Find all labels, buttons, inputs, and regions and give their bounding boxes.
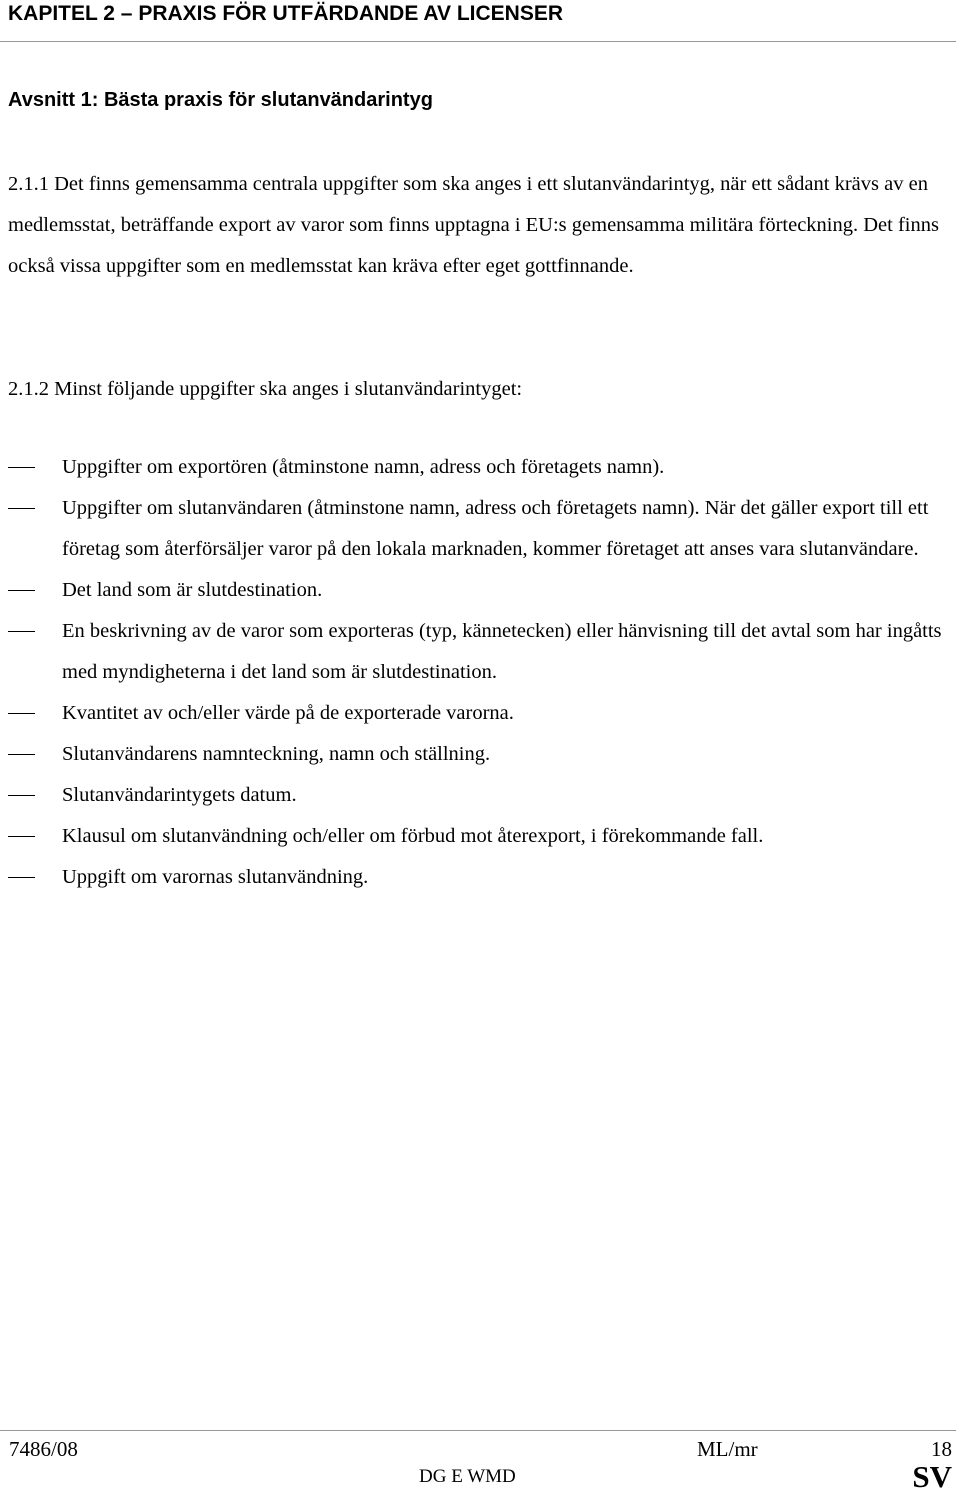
dash-bullet-icon	[8, 590, 35, 591]
paragraph-2-1-1: 2.1.1 Det finns gemensamma centrala uppgifter som ska anges i ett slutanvändarintyg, när ett sådant krävs av en medlemsstat, beträffande export av varor som finns upptagna i EU:s gemensamma militära förteckning. Det finns också vissa uppgifter som en medlemsstat kan kräva efter eget gottfinnande.	[8, 173, 939, 277]
list-item-text: Klausul om slutanvändning och/eller om förbud mot återexport, i förekommande fall.	[62, 825, 764, 847]
list-item	[8, 570, 953, 611]
dash-bullet-icon	[8, 877, 35, 878]
page-number: 18	[931, 1437, 952, 1461]
document-reference: 7486/08	[9, 1437, 78, 1461]
list-item-text: Uppgifter om slutanvändaren (åtminstone namn, adress och företagets namn). När det gäller export till ett företag som återförsäljer varor på den lokala marknaden, kommer företaget att anses vara slutanvändare.	[62, 497, 929, 560]
chapter-title: KAPITEL 2 – PRAXIS FÖR UTFÄRDANDE AV LICENSER	[8, 2, 564, 25]
dash-bullet-icon	[8, 754, 35, 755]
dash-bullet-icon	[8, 467, 35, 468]
list-item	[8, 775, 953, 816]
dash-bullet-icon	[8, 713, 35, 714]
list-item	[8, 734, 953, 775]
list-item-text: En beskrivning av de varor som exporteras (typ, kännetecken) eller hänvisning till det avtal som har ingåtts med myndigheterna i det land som är slutdestination.	[62, 620, 942, 683]
author-initials: ML/mr	[697, 1437, 758, 1461]
list-item-text: Uppgifter om exportören (åtminstone namn, adress och företagets namn).	[62, 456, 665, 478]
dash-bullet-icon	[8, 631, 35, 632]
list-item-text: Uppgift om varornas slutanvändning.	[62, 866, 369, 888]
dash-bullet-icon	[8, 836, 35, 837]
list-item	[8, 488, 953, 570]
list-item-text: Slutanvändarintygets datum.	[62, 784, 297, 806]
section-title: Avsnitt 1: Bästa praxis för slutanvändarintyg	[8, 89, 433, 111]
dash-bullet-icon	[8, 508, 35, 509]
list-item	[8, 857, 953, 898]
requirements-list	[8, 447, 953, 898]
list-item	[8, 447, 953, 488]
header-divider	[0, 41, 956, 42]
list-item	[8, 816, 953, 857]
language-code: SV	[912, 1459, 952, 1494]
list-item	[8, 611, 953, 693]
list-item-text: Slutanvändarens namnteckning, namn och ställning.	[62, 743, 491, 765]
list-item	[8, 693, 953, 734]
paragraph-2-1-2: 2.1.2 Minst följande uppgifter ska anges i slutanvändarintyget:	[8, 378, 523, 400]
dash-bullet-icon	[8, 795, 35, 796]
list-item-text: Det land som är slutdestination.	[62, 579, 323, 601]
department-code: DG E WMD	[419, 1466, 516, 1487]
list-item-text: Kvantitet av och/eller värde på de exporterade varorna.	[62, 702, 514, 724]
footer-divider	[0, 1430, 956, 1431]
